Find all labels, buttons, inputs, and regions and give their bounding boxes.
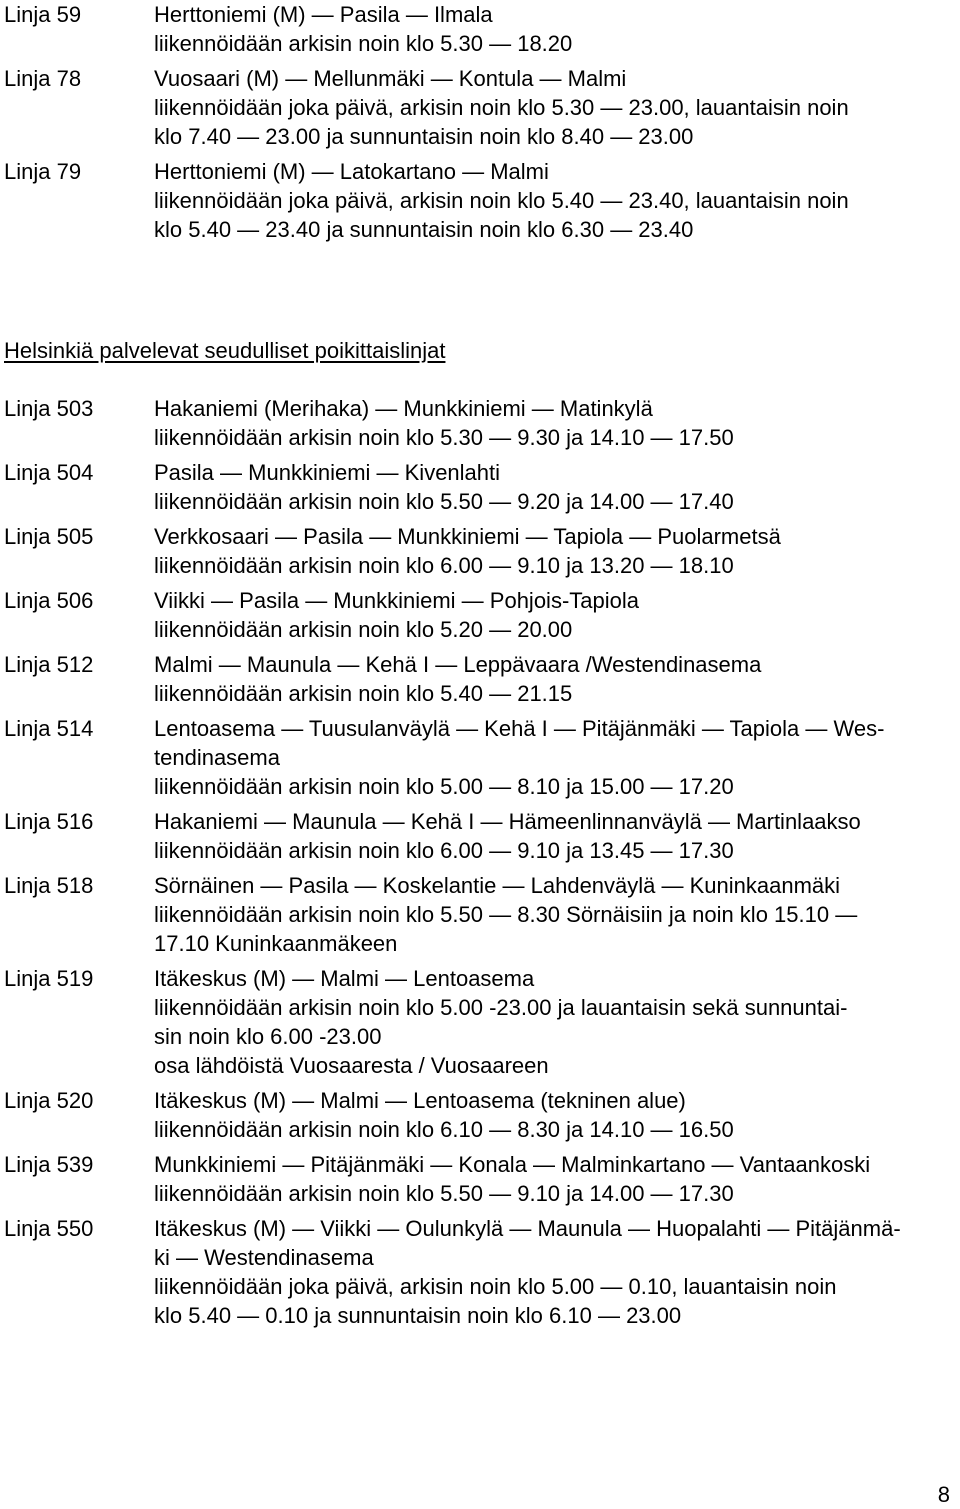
route-details <box>154 807 950 865</box>
route-details <box>154 871 950 958</box>
route-list-top <box>0 0 960 250</box>
route-schedule-line: tendinasema <box>154 745 280 770</box>
route-details <box>154 458 950 516</box>
route-schedule-line: liikennöidään arkisin noin klo 5.50 — 8.30 Sörnäisiin ja noin klo 15.10 — <box>154 902 858 927</box>
route-stops: Itäkeskus (M) — Malmi — Lentoasema (tekninen alue) <box>154 1088 686 1113</box>
route-number: Linja 79 <box>4 159 82 184</box>
route-stops: Lentoasema — Tuusulanväylä — Kehä I — Pitäjänmäki — Tapiola — Wes- <box>154 716 885 741</box>
route-number: Linja 503 <box>4 396 94 421</box>
route-details <box>154 157 950 244</box>
route-stops: Vuosaari (M) — Mellunmäki — Kontula — Malmi <box>154 66 627 91</box>
route-schedule-line: klo 5.40 — 23.40 ja sunnuntaisin noin klo 6.30 — 23.40 <box>154 217 694 242</box>
route-stops: Herttoniemi (M) — Pasila — Ilmala <box>154 2 493 27</box>
route-stops: Hakaniemi — Maunula — Kehä I — Hämeenlinnanväylä — Martinlaakso <box>154 809 861 834</box>
route-number: Linja 504 <box>4 460 94 485</box>
route-schedule-line: liikennöidään arkisin noin klo 5.40 — 21.15 <box>154 681 573 706</box>
route-entry <box>0 394 960 452</box>
route-entry <box>0 1214 960 1330</box>
route-schedule-line: liikennöidään arkisin noin klo 5.30 — 18.20 <box>154 31 573 56</box>
route-details <box>154 394 950 452</box>
route-stops: Sörnäinen — Pasila — Koskelantie — Lahdenväylä — Kuninkaanmäki <box>154 873 841 898</box>
route-number: Linja 514 <box>4 716 94 741</box>
route-entry <box>0 458 960 516</box>
route-schedule-line: liikennöidään arkisin noin klo 5.00 — 8.10 ja 15.00 — 17.20 <box>154 774 734 799</box>
route-schedule-line: liikennöidään arkisin noin klo 6.10 — 8.30 ja 14.10 — 16.50 <box>154 1117 734 1142</box>
route-stops: Herttoniemi (M) — Latokartano — Malmi <box>154 159 549 184</box>
page-number: 8 <box>937 1482 950 1507</box>
route-entry <box>0 650 960 708</box>
route-number: Linja 550 <box>4 1216 94 1241</box>
route-schedule-line: liikennöidään arkisin noin klo 5.50 — 9.10 ja 14.00 — 17.30 <box>154 1181 734 1206</box>
route-entry <box>0 1150 960 1208</box>
route-number: Linja 519 <box>4 966 94 991</box>
route-details <box>154 1150 950 1208</box>
route-number: Linja 505 <box>4 524 94 549</box>
route-number: Linja 59 <box>4 2 82 27</box>
route-details <box>154 714 950 801</box>
route-list-cross <box>0 394 960 1336</box>
route-stops: Itäkeskus (M) — Viikki — Oulunkylä — Maunula — Huopalahti — Pitäjänmä- <box>154 1216 901 1241</box>
route-number: Linja 506 <box>4 588 94 613</box>
route-entry <box>0 807 960 865</box>
route-stops: Hakaniemi (Merihaka) — Munkkiniemi — Matinkylä <box>154 396 653 421</box>
route-entry <box>0 157 960 244</box>
route-schedule-line: liikennöidään arkisin noin klo 6.00 — 9.10 ja 13.45 — 17.30 <box>154 838 734 863</box>
section-heading: Helsinkiä palvelevat seudulliset poikittaislinjat <box>4 338 446 363</box>
route-stops: Verkkosaari — Pasila — Munkkiniemi — Tapiola — Puolarmetsä <box>154 524 781 549</box>
route-entry <box>0 586 960 644</box>
route-schedule-line: klo 5.40 — 0.10 ja sunnuntaisin noin klo 6.10 — 23.00 <box>154 1303 682 1328</box>
route-schedule-line: liikennöidään joka päivä, arkisin noin klo 5.40 — 23.40, lauantaisin noin <box>154 188 849 213</box>
route-stops: Malmi — Maunula — Kehä I — Leppävaara /Westendinasema <box>154 652 762 677</box>
route-details <box>154 64 950 151</box>
route-number: Linja 78 <box>4 66 82 91</box>
route-stops: Pasila — Munkkiniemi — Kivenlahti <box>154 460 501 485</box>
route-details <box>154 964 950 1080</box>
route-details <box>154 1214 950 1330</box>
route-schedule-line: ki — Westendinasema <box>154 1245 374 1270</box>
route-entry <box>0 522 960 580</box>
route-entry <box>0 1086 960 1144</box>
route-schedule-line: liikennöidään arkisin noin klo 6.00 — 9.10 ja 13.20 — 18.10 <box>154 553 734 578</box>
route-number: Linja 539 <box>4 1152 94 1177</box>
route-number: Linja 520 <box>4 1088 94 1113</box>
route-entry <box>0 964 960 1080</box>
route-details <box>154 522 950 580</box>
route-details <box>154 586 950 644</box>
route-details <box>154 1086 950 1144</box>
route-details <box>154 650 950 708</box>
route-schedule-line: osa lähdöistä Vuosaaresta / Vuosaareen <box>154 1053 549 1078</box>
route-entry <box>0 64 960 151</box>
route-entry <box>0 0 960 58</box>
route-number: Linja 516 <box>4 809 94 834</box>
route-schedule-line: liikennöidään arkisin noin klo 5.00 -23.00 ja lauantaisin sekä sunnuntai- <box>154 995 848 1020</box>
route-number: Linja 512 <box>4 652 94 677</box>
route-schedule-line: liikennöidään joka päivä, arkisin noin klo 5.30 — 23.00, lauantaisin noin <box>154 95 849 120</box>
route-schedule-line: klo 7.40 — 23.00 ja sunnuntaisin noin klo 8.40 — 23.00 <box>154 124 694 149</box>
route-schedule-line: liikennöidään joka päivä, arkisin noin klo 5.00 — 0.10, lauantaisin noin <box>154 1274 837 1299</box>
route-schedule-line: liikennöidään arkisin noin klo 5.20 — 20.00 <box>154 617 573 642</box>
route-number: Linja 518 <box>4 873 94 898</box>
route-schedule-line: sin noin klo 6.00 -23.00 <box>154 1024 382 1049</box>
route-schedule-line: liikennöidään arkisin noin klo 5.50 — 9.20 ja 14.00 — 17.40 <box>154 489 734 514</box>
route-schedule-line: liikennöidään arkisin noin klo 5.30 — 9.30 ja 14.10 — 17.50 <box>154 425 734 450</box>
route-entry <box>0 714 960 801</box>
route-schedule-line: 17.10 Kuninkaanmäkeen <box>154 931 398 956</box>
route-stops: Munkkiniemi — Pitäjänmäki — Konala — Malminkartano — Vantaankoski <box>154 1152 871 1177</box>
route-stops: Viikki — Pasila — Munkkiniemi — Pohjois-Tapiola <box>154 588 639 613</box>
route-details <box>154 0 950 58</box>
route-entry <box>0 871 960 958</box>
route-stops: Itäkeskus (M) — Malmi — Lentoasema <box>154 966 535 991</box>
